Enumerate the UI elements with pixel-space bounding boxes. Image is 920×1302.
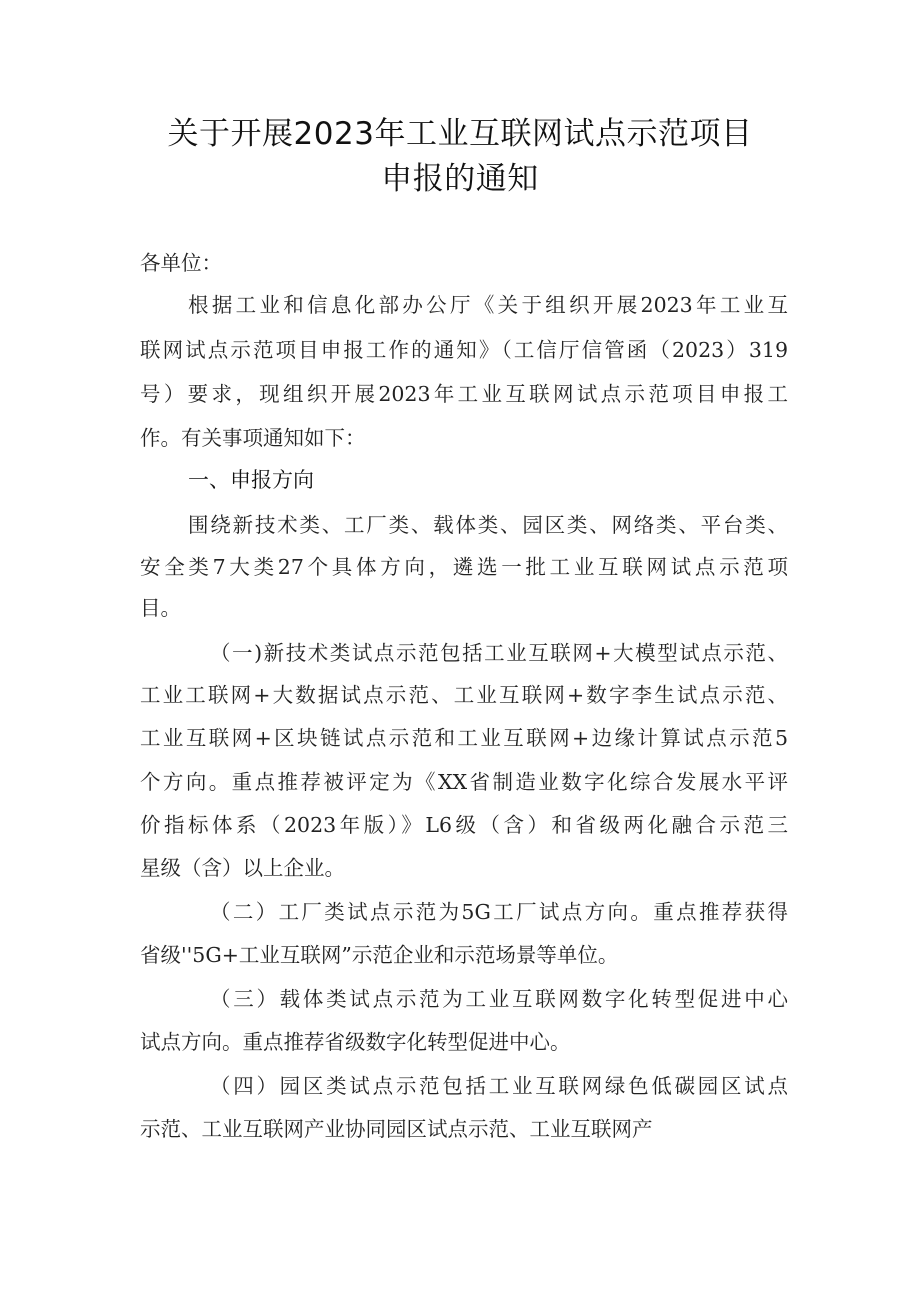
paragraph-line: 省级''5G+工业互联网”示范企业和示范场景等单位。 <box>140 943 619 967</box>
paragraph-line: 作。有关事项通知如下： <box>140 426 366 450</box>
paragraph-line: 根据工业和信息化部办公厅《关于组织开展2023年工业互 <box>188 293 788 317</box>
paragraph-line: 围绕新技术类、工厂类、载体类、园区类、网络类、平台类、 <box>188 513 788 537</box>
paragraph-line: 目。 <box>140 596 181 620</box>
paragraph-line: 工业工联网+大数据试点示范、工业互联网+数字李生试点示范、 <box>140 683 788 707</box>
paragraph-line: 星级（含）以上企业。 <box>140 856 345 880</box>
document-title-line-1: 关于开展2023年工业互联网试点示范项目 <box>167 116 753 152</box>
salutation: 各单位： <box>140 251 222 275</box>
paragraph-line: （二）工厂类试点示范为5G工厂试点方向。重点推荐获得 <box>210 900 788 924</box>
paragraph-line: （一)新技术类试点示范包括工业互联网+大模型试点示范、 <box>210 641 788 665</box>
paragraph-line: （三）载体类试点示范为工业互联网数字化转型促进中心 <box>210 987 788 1011</box>
paragraph-line: 试点方向。重点推荐省级数字化转型促进中心。 <box>140 1030 571 1054</box>
paragraph-line: 工业互联网+区块链试点示范和工业互联网+边缘计算试点示范5 <box>140 726 788 750</box>
document-title-line-2: 申报的通知 <box>381 161 539 197</box>
paragraph-line: 个方向。重点推荐被评定为《XX省制造业数字化综合发展水平评 <box>140 770 788 794</box>
paragraph-line: 价指标体系（2023年版）》L6级（含）和省级两化融合示范三 <box>140 813 788 837</box>
paragraph-line: 示范、工业互联网产业协同园区试点示范、工业互联网产 <box>140 1117 653 1141</box>
paragraph-line: 联网试点示范项目申报工作的通知》（工信厅信管函（2023）319 <box>140 338 788 362</box>
section-heading: 一、申报方向 <box>188 468 314 492</box>
paragraph-line: 安全类7大类27个具体方向，遴选一批工业互联网试点示范项 <box>140 555 788 579</box>
paragraph-line: （四）园区类试点示范包括工业互联网绿色低碳园区试点 <box>210 1074 788 1098</box>
paragraph-line: 号）要求，现组织开展2023年工业互联网试点示范项目申报工 <box>140 382 788 406</box>
